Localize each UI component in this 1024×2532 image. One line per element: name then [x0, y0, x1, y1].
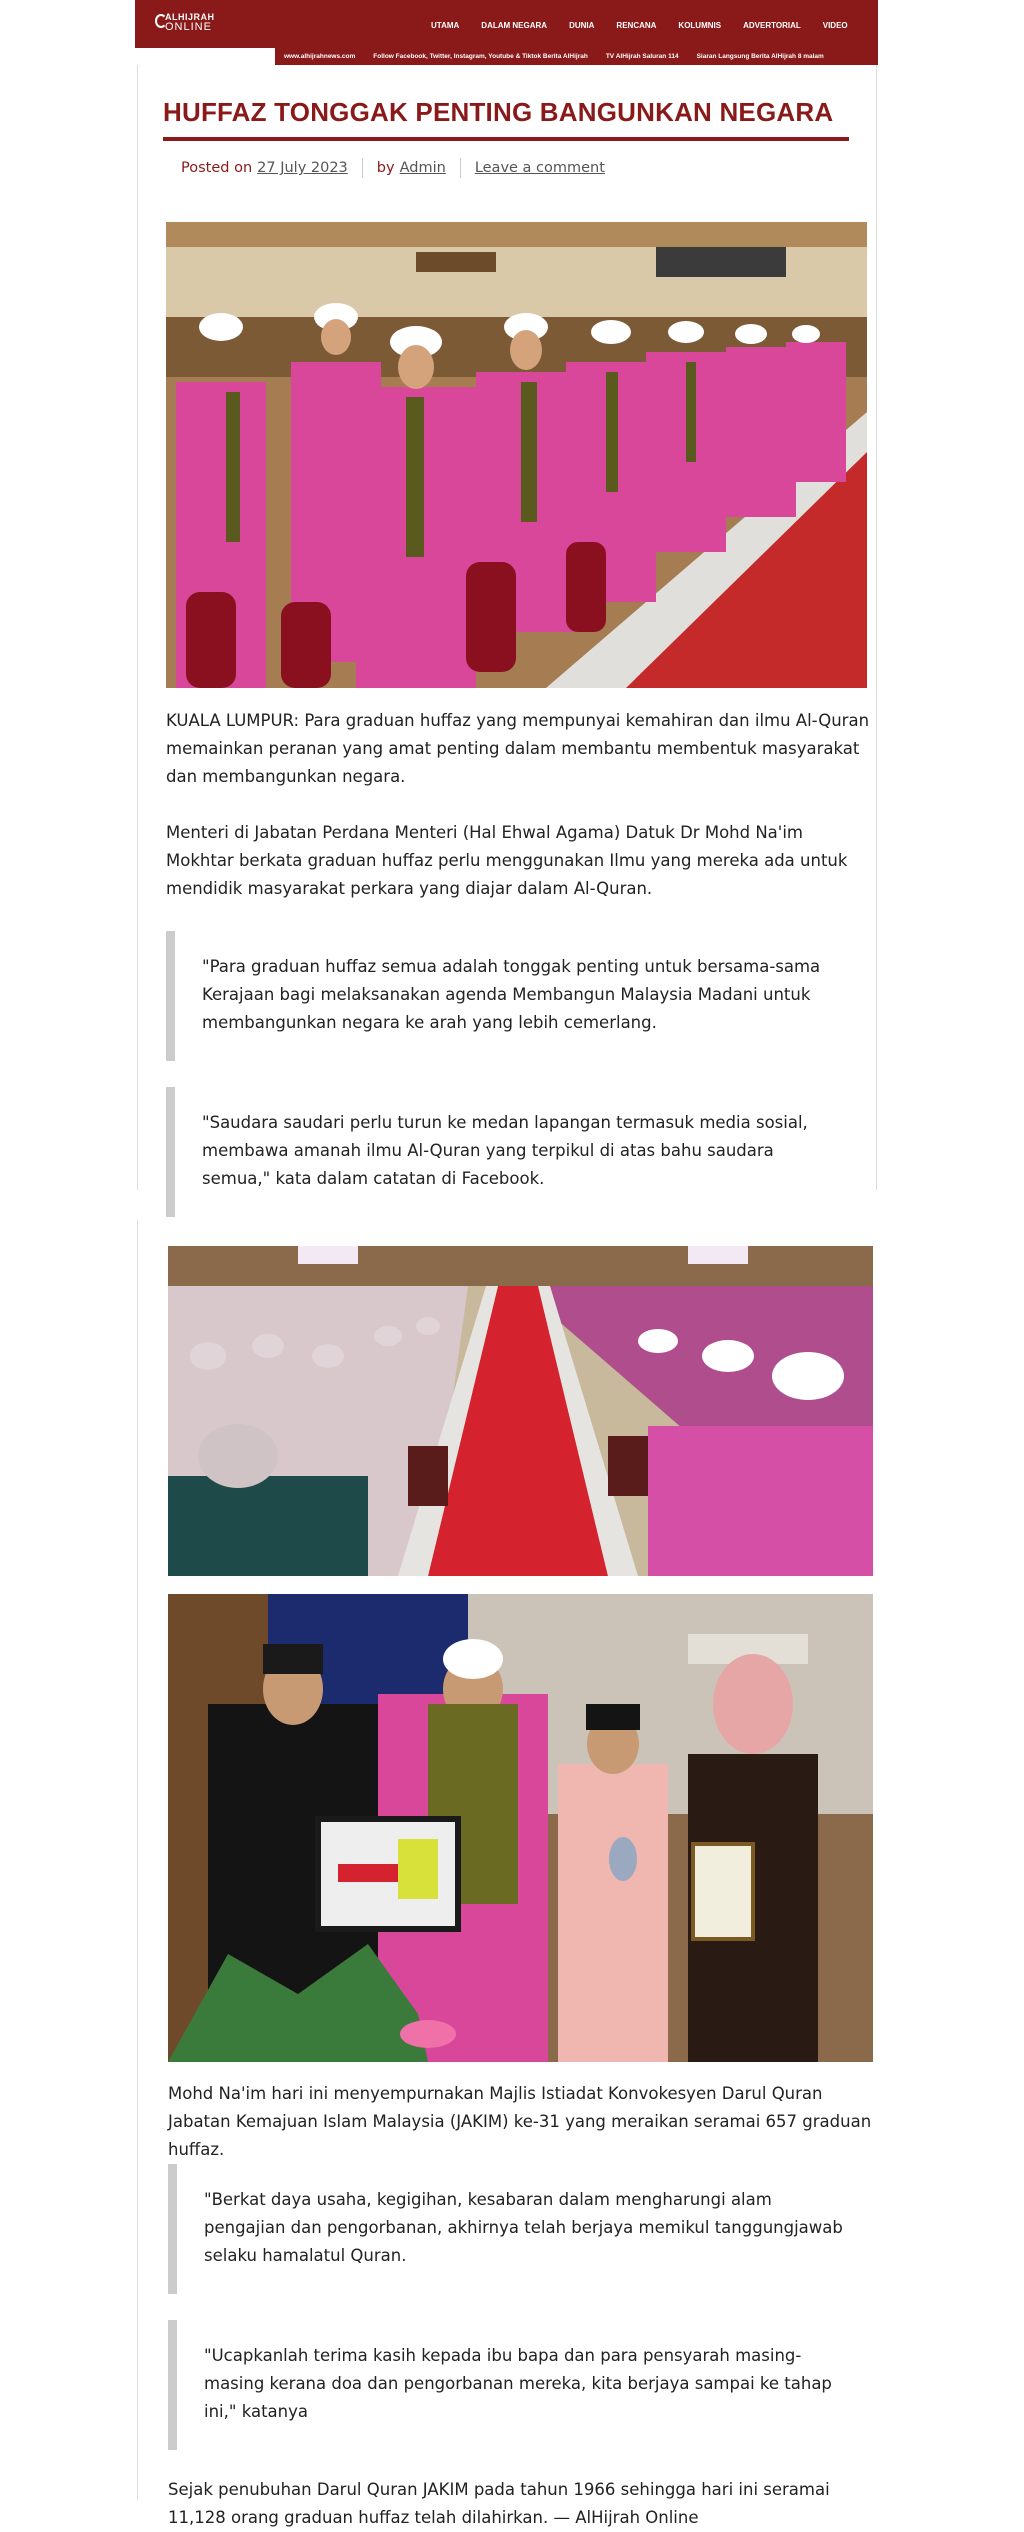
nav-item-rencana[interactable]: RENCANA	[616, 21, 657, 30]
leave-comment-link[interactable]: Leave a comment	[474, 160, 605, 176]
title-divider	[163, 137, 849, 141]
nav-item-advertorial[interactable]: ADVERTORIAL	[743, 21, 801, 30]
main-nav	[420, 21, 859, 30]
ticker-item: Follow Facebook, Twitter, Instagram, Youtube & Tiktok Berita AlHijrah	[373, 53, 588, 60]
blockquote	[168, 2320, 873, 2450]
nav-item-kolumnis[interactable]: KOLUMNIS	[678, 21, 722, 30]
news-ticker	[275, 48, 878, 65]
nav-item-utama[interactable]: UTAMA	[431, 21, 460, 30]
quote-text: "Ucapkanlah terima kasih kepada ibu bapa dan para pensyarah masing-masing kerana doa dan pengorbanan mereka, kita berjaya sampai ke tahap ini," katanya	[204, 2346, 832, 2421]
blockquote	[168, 2164, 873, 2294]
blockquote	[166, 931, 866, 1061]
nav-item-video[interactable]: VIDEO	[822, 21, 848, 30]
award-presentation-photo	[168, 1594, 873, 2062]
author-link[interactable]: Admin	[399, 160, 446, 176]
quote-text: "Berkat daya usaha, kegigihan, kesabaran dalam mengharungi alam pengajian dan pengorbanan, akhirnya telah berjaya memikul tanggungjawab selaku hamalatul Quran.	[204, 2190, 843, 2265]
logo-line1: ALHIJRAH	[165, 12, 215, 22]
article-paragraph: Sejak penubuhan Darul Quran JAKIM pada tahun 1966 sehingga hari ini seramai 11,128 orang graduan huffaz telah dilahirkan. — AlHijrah Online	[168, 2480, 830, 2527]
quote-text: "Saudara saudari perlu turun ke medan lapangan termasuk media sosial, membawa amanah ilmu Al-Quran yang terpikul di atas bahu saudara semua," kata dalam catatan di Facebook.	[202, 1113, 808, 1188]
post-meta	[181, 158, 605, 178]
ticker-item: www.alhijrahnews.com	[284, 53, 356, 60]
meta-separator	[460, 158, 461, 178]
content-border	[137, 1220, 138, 2500]
blockquote	[166, 1087, 866, 1217]
article-paragraph: Mohd Na'im hari ini menyempurnakan Majlis Istiadat Konvokesyen Darul Quran Jabatan Kemajuan Islam Malaysia (JAKIM) ke-31 yang meraikan seramai 657 graduan huffaz.	[168, 2084, 872, 2159]
logo-mark-icon	[155, 14, 167, 28]
logo-line2: ONLINE	[165, 21, 212, 33]
ticker-item: TV AlHijrah Saluran 114	[605, 53, 679, 60]
posted-on-label: Posted on	[181, 160, 253, 176]
graduates-photo	[166, 222, 867, 688]
site-header	[135, 0, 878, 48]
meta-separator	[362, 158, 363, 178]
article-paragraph: Menteri di Jabatan Perdana Menteri (Hal Ehwal Agama) Datuk Dr Mohd Na'im Mokhtar berkata graduan huffaz perlu menggunakan Ilmu yang mereka ada untuk mendidik masyarakat perkara yang diajar dalam Al-Quran.	[166, 823, 848, 898]
nav-item-dalam-negara[interactable]: DALAM NEGARA	[481, 21, 548, 30]
by-label: by	[376, 160, 395, 176]
article-paragraph: KUALA LUMPUR: Para graduan huffaz yang mempunyai kemahiran dan ilmu Al-Quran memainkan peranan yang amat penting dalam membantu membentuk masyarakat dan membangunkan negara.	[166, 711, 870, 786]
ticker-item: Siaran Langsung Berita AlHijrah 8 malam	[696, 53, 824, 60]
article-title: HUFFAZ TONGGAK PENTING BANGUNKAN NEGARA	[163, 97, 834, 127]
site-logo[interactable]	[165, 12, 215, 32]
convocation-hall-photo	[168, 1246, 873, 1576]
nav-item-dunia[interactable]: DUNIA	[569, 21, 595, 30]
quote-text: "Para graduan huffaz semua adalah tonggak penting untuk bersama-sama Kerajaan bagi melaksanakan agenda Membangun Malaysia Madani untuk membangunkan negara ke arah yang lebih cemerlang.	[202, 957, 821, 1032]
post-date-link[interactable]: 27 July 2023	[257, 160, 348, 176]
